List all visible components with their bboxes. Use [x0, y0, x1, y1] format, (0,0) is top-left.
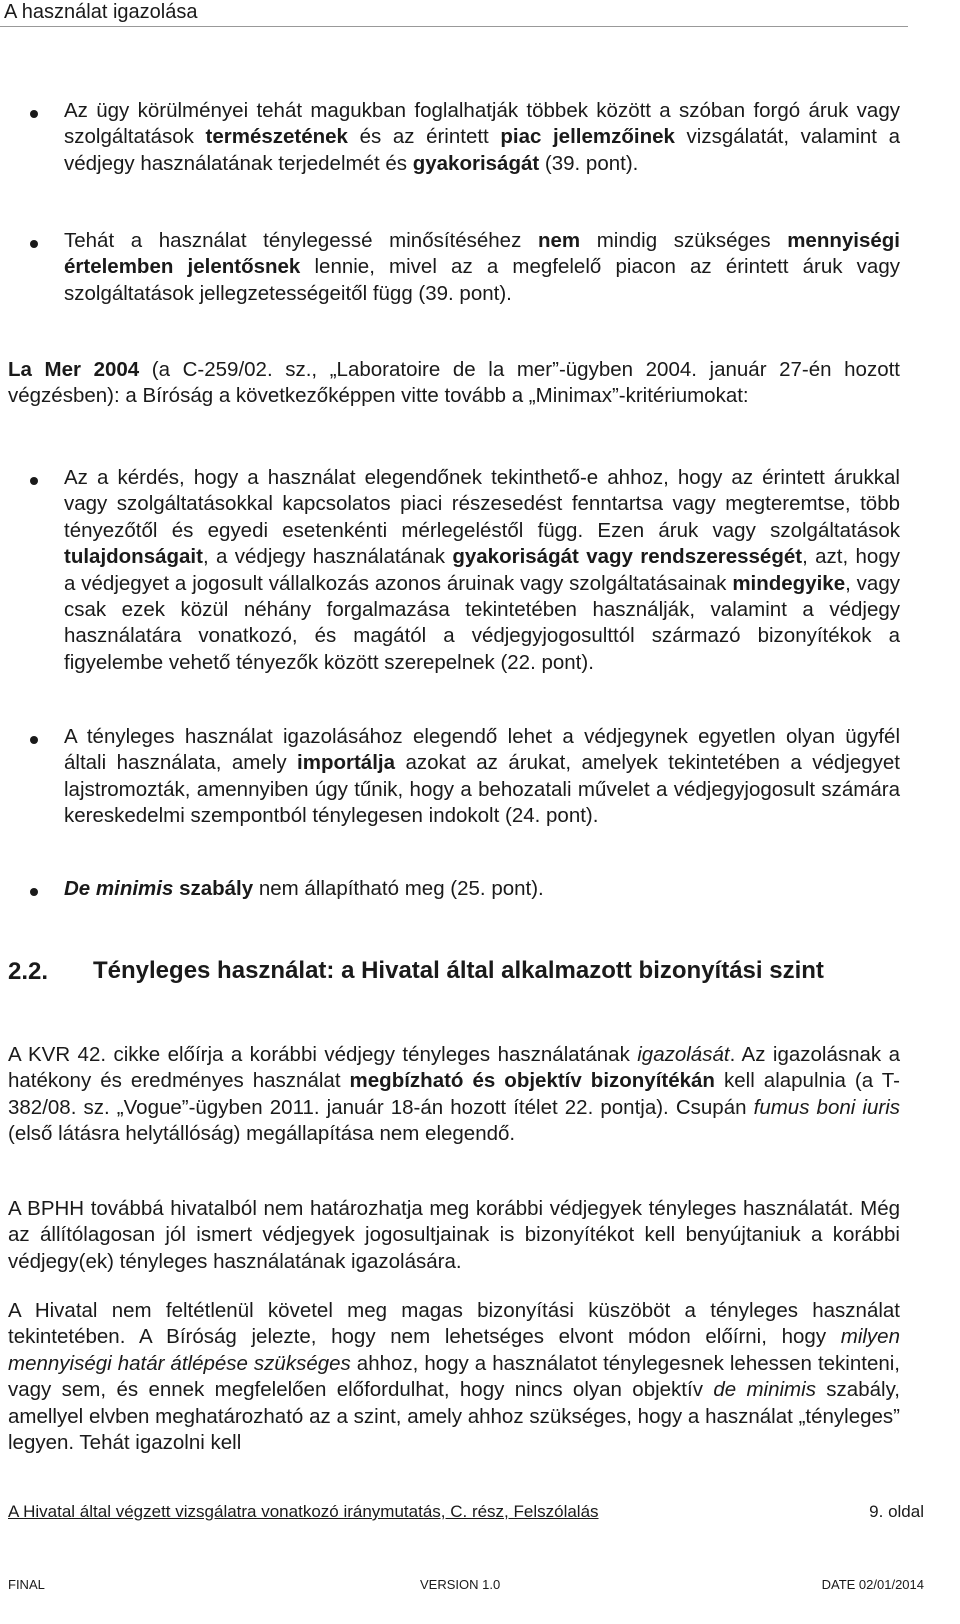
text-run: nem: [537, 229, 581, 252]
text-run: megbízható és objektív bizonyítékán: [349, 1069, 715, 1093]
bullet-dot: [30, 110, 38, 118]
text-run: nem állapítható meg (25. pont).: [253, 877, 544, 900]
bullet-dot: [30, 888, 38, 896]
text-run: fumus boni iuris: [753, 1095, 900, 1119]
text-run: (a C-259/02. sz., „Laboratoire de la mer”-ügyben 2004. január 27-én hozott végzésben): a Bíróság a következőképpen vitte tovább a „Minimax”-kritériumokat:: [8, 358, 900, 408]
text-run: lennie, mivel az a megfelelő piacon az érintett áruk vagy szolgáltatások jellegzetességeitől függ (39. pont).: [64, 255, 900, 305]
text-run: vizsgálatát, valamint a védjegy használatának terjedelmét és: [64, 125, 901, 175]
text-run: Tehát a használat ténylegessé minősítéséhez: [64, 229, 538, 252]
text-run: (39. pont).: [539, 151, 639, 175]
text-run: igazolását: [637, 1043, 730, 1066]
page-header-title: A használat igazolása: [0, 0, 908, 27]
text-run: ahhoz, hogy a használatot ténylegesnek lehessen tekinteni, vagy sem, és ennek megfelelően előfordulhat, hogy nincs olyan objektív: [8, 1351, 900, 1402]
text-run: La Mer 2004: [8, 358, 140, 381]
footer-date: DATE 02/01/2014: [821, 1577, 924, 1592]
text-run: (első látásra helytállóság) megállapítása nem elegendő.: [8, 1122, 516, 1146]
case-reference-paragraph: [8, 357, 900, 410]
text-run: A BPHH továbbá hivatalból nem határozhatja meg korábbi védjegyek tényleges használatát. Még az állítólagosan jól ismert védjegyek jogosultjainak is bizonyítékot kell benyújtaniuk a korábbi védjegy(ek) tényleges használatának igazolására.: [8, 1197, 900, 1273]
text-run: szabály, amellyel elvben meghatározható az a szint, amely ahhoz szükséges, hogy a használat „tényleges” legyen. Tehát igazolni kell: [8, 1378, 900, 1455]
text-run: azokat az árukat, amelyek tekintetében a védjegyet lajstromozták, amennyiben úgy tűnik, hogy a behozatali művelet a védjegyjogosult számára kereskedelmi szempontból ténylegesen indokolt (24. pont).: [64, 751, 900, 828]
text-run: szabály: [173, 877, 254, 900]
text-run: mindegyike: [732, 571, 846, 595]
footer-version: VERSION 1.0: [420, 1577, 501, 1592]
text-run: gyakoriságát: [412, 151, 540, 175]
footer-doc-title: A Hivatal által végzett vizsgálatra vonatkozó iránymutatás, C. rész, Felszólalás: [8, 1502, 599, 1521]
text-run: és az érintett: [347, 125, 501, 149]
text-run: A Hivatal nem feltétlenül követel meg magas bizonyítási küszöböt a tényleges használat tekintetében. A Bíróság jelezte, hogy nem lehetséges elvont módon előírni, hogy: [8, 1299, 900, 1349]
footer-page-number: 9. oldal: [869, 1502, 924, 1521]
bullet-dot: [30, 477, 38, 485]
text-run: mennyiségi értelemben jelentősnek: [64, 229, 900, 279]
bullet-paragraph: [64, 228, 900, 307]
text-run: Az a kérdés, hogy a használat elegendőnek tekinthető-e ahhoz, hogy az érintett árukkal vagy szolgáltatásokkal kapcsolatos piaci részesedést fenntartsa vagy megteremtse, több tényezőtől és egyedi esetenkénti mérlegeléstől függ. Ezen áruk vagy szolgáltatások: [64, 466, 900, 542]
section-title: Tényleges használat: a Hivatal által alkalmazott bizonyítási szint: [93, 957, 824, 984]
text-run: kell alapulnia (a T-382/08. sz. „Vogue”-ügyben 2011. január 18-án hozott ítélet 22. pontja). Csupán: [8, 1069, 900, 1119]
bullet-dot: [30, 736, 38, 744]
bullet-paragraph: [64, 876, 900, 902]
text-run: tulajdonságait: [64, 545, 203, 569]
section-number: 2.2.: [8, 958, 49, 985]
text-run: De minimis: [64, 877, 174, 900]
text-run: , vagy csak ezek közül néhány forgalmazása tekintetében használják, valamint a védjegy használatára vonatkozó, és magától a védjegyjogosulttól származó bizonyítékok a figyelembe vehető tényezők között szerepelnek (22. pont).: [64, 571, 900, 674]
body-paragraph: [8, 1298, 900, 1456]
text-run: milyen mennyiségi határ átlépése szükséges: [8, 1325, 900, 1375]
text-run: importálja: [297, 751, 395, 775]
text-run: gyakoriságát vagy rendszerességét: [452, 545, 803, 569]
bullet-paragraph: [64, 724, 900, 830]
text-run: A tényleges használat igazolásához elegendő lehet a védjegynek egyetlen olyan ügyfél általi használata, amely: [64, 725, 900, 775]
text-run: piac jellemzőinek: [500, 125, 675, 149]
text-run: A KVR 42. cikke előírja a korábbi védjegy tényleges használatának: [8, 1043, 638, 1066]
bullet-paragraph: [64, 98, 900, 177]
text-run: természetének: [205, 125, 348, 149]
text-run: , a védjegy használatának: [202, 545, 453, 569]
text-run: mindig szükséges: [580, 229, 788, 252]
text-run: , azt, hogy a védjegyet a jogosult vállalkozás azonos áruinak vagy szolgáltatásainak: [64, 545, 900, 595]
body-paragraph: [8, 1042, 900, 1148]
bullet-paragraph: [64, 465, 900, 676]
bullet-dot: [30, 240, 38, 248]
text-run: Az ügy körülményei tehát magukban foglalhatják többek között a szóban forgó áruk vagy szolgáltatások: [64, 99, 900, 149]
footer-status: FINAL: [8, 1577, 45, 1592]
text-run: . Az igazolásnak a hatékony és eredményes használat: [8, 1043, 900, 1093]
text-run: de minimis: [713, 1378, 816, 1402]
footer-document-line: [8, 1502, 924, 1522]
body-paragraph: [8, 1196, 900, 1275]
